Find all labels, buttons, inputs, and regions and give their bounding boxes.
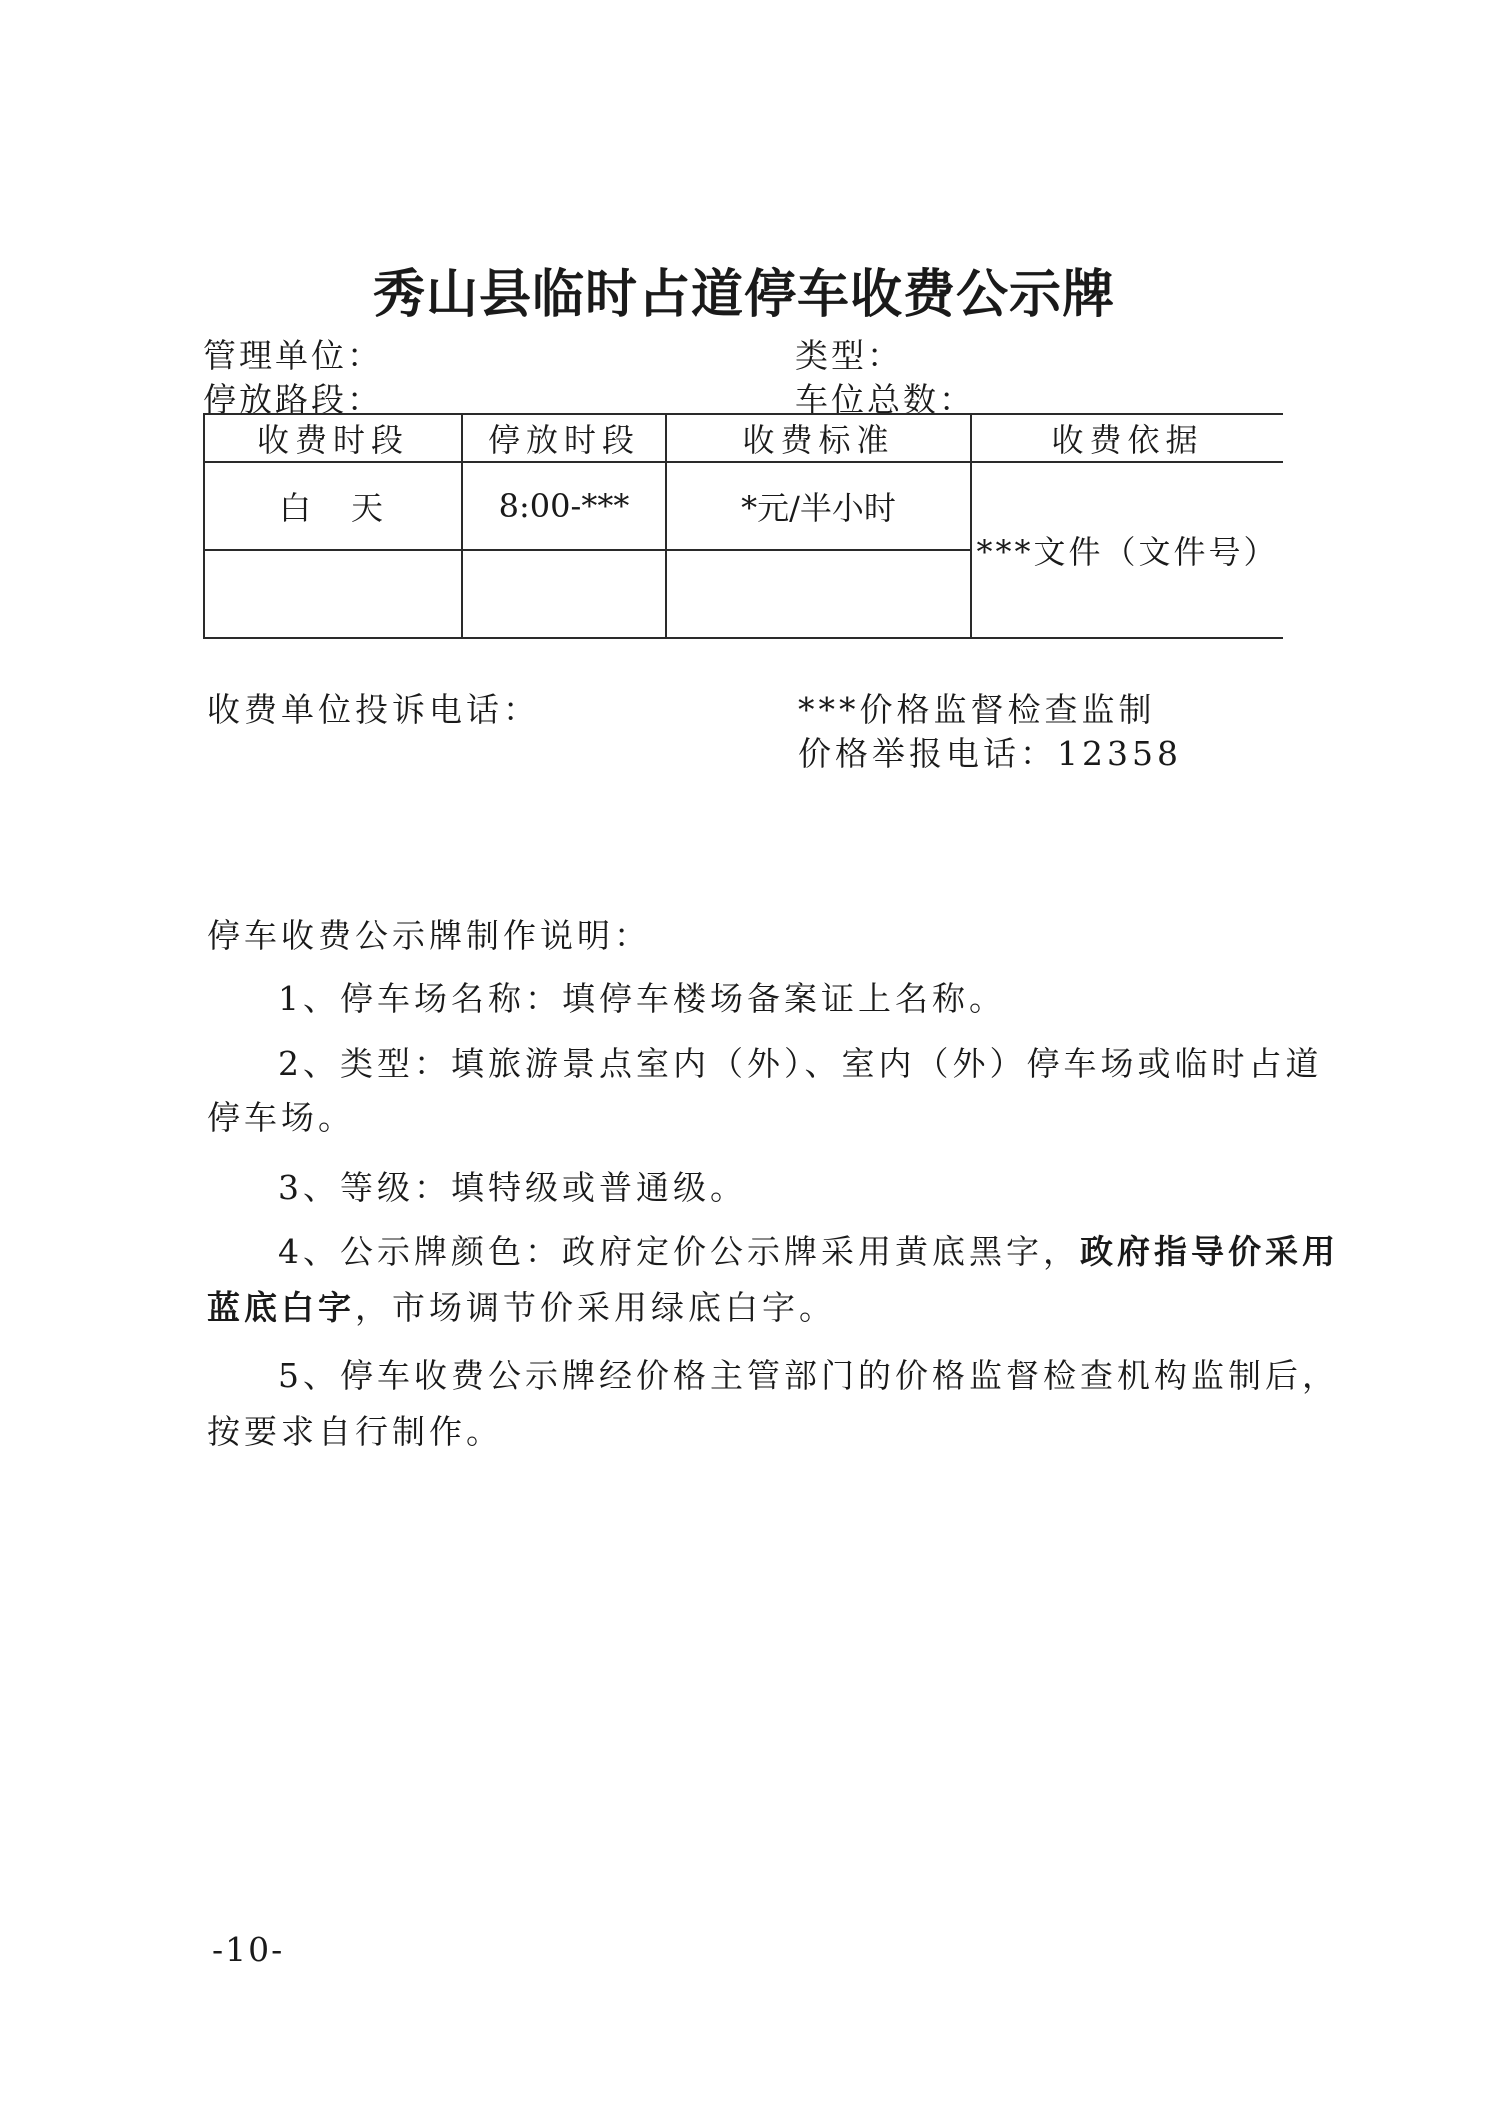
note-item-5: 5、停车收费公示牌经价格主管部门的价格监督检查机构监制后， (278, 1356, 1339, 1395)
note-item-4-part-a: 4、公示牌颜色：政府定价公示牌采用黄底黑字， (278, 1232, 1080, 1271)
road-section-label: 停放路段： (203, 380, 383, 419)
cell-empty (462, 550, 666, 638)
supervision-text: ***价格监督检查监制 (798, 690, 1156, 729)
note-item-4-cont (207, 1282, 836, 1329)
header-fee-basis: 收费依据 (971, 414, 1283, 462)
note-item-1: 1、停车场名称：填停车楼场备案证上名称。 (278, 979, 1006, 1018)
note-item-4-bold-a: 政府指导价采用 (1080, 1232, 1339, 1271)
manager-unit-label: 管理单位： (203, 336, 383, 375)
cell-standard: *元/半小时 (666, 462, 971, 550)
header-fee-period: 收费时段 (204, 414, 462, 462)
fee-table (203, 413, 1283, 639)
type-label: 类型： (795, 336, 903, 375)
notes-heading: 停车收费公示牌制作说明： (207, 916, 651, 955)
page-number: -10- (212, 1930, 285, 1969)
table-header-row (204, 414, 1283, 462)
complaint-phone-label: 收费单位投诉电话： (207, 690, 540, 729)
cell-empty (666, 550, 971, 638)
price-hotline: 价格举报电话：12358 (798, 734, 1182, 773)
table-row (204, 462, 1283, 550)
cell-empty (204, 550, 462, 638)
note-item-2: 2、类型：填旅游景点室内（外）、室内（外）停车场或临时占道 (278, 1044, 1323, 1083)
note-item-4 (278, 1226, 1339, 1273)
note-item-3: 3、等级：填特级或普通级。 (278, 1168, 747, 1207)
total-spaces-label: 车位总数： (795, 380, 975, 419)
note-item-4-part-d: ，市场调节价采用绿底白字。 (355, 1288, 836, 1327)
note-item-5-cont: 按要求自行制作。 (207, 1412, 503, 1451)
page-title: 秀山县临时占道停车收费公示牌 (372, 265, 1115, 325)
cell-basis: ***文件（文件号） (971, 462, 1283, 638)
header-fee-standard: 收费标准 (666, 414, 971, 462)
note-item-4-bold-b: 蓝底白字 (207, 1288, 355, 1327)
header-parking-time: 停放时段 (462, 414, 666, 462)
note-item-2-cont: 停车场。 (207, 1098, 355, 1137)
cell-period-daytime: 白 天 (204, 462, 462, 550)
cell-time-range: 8:00-*** (462, 462, 666, 550)
